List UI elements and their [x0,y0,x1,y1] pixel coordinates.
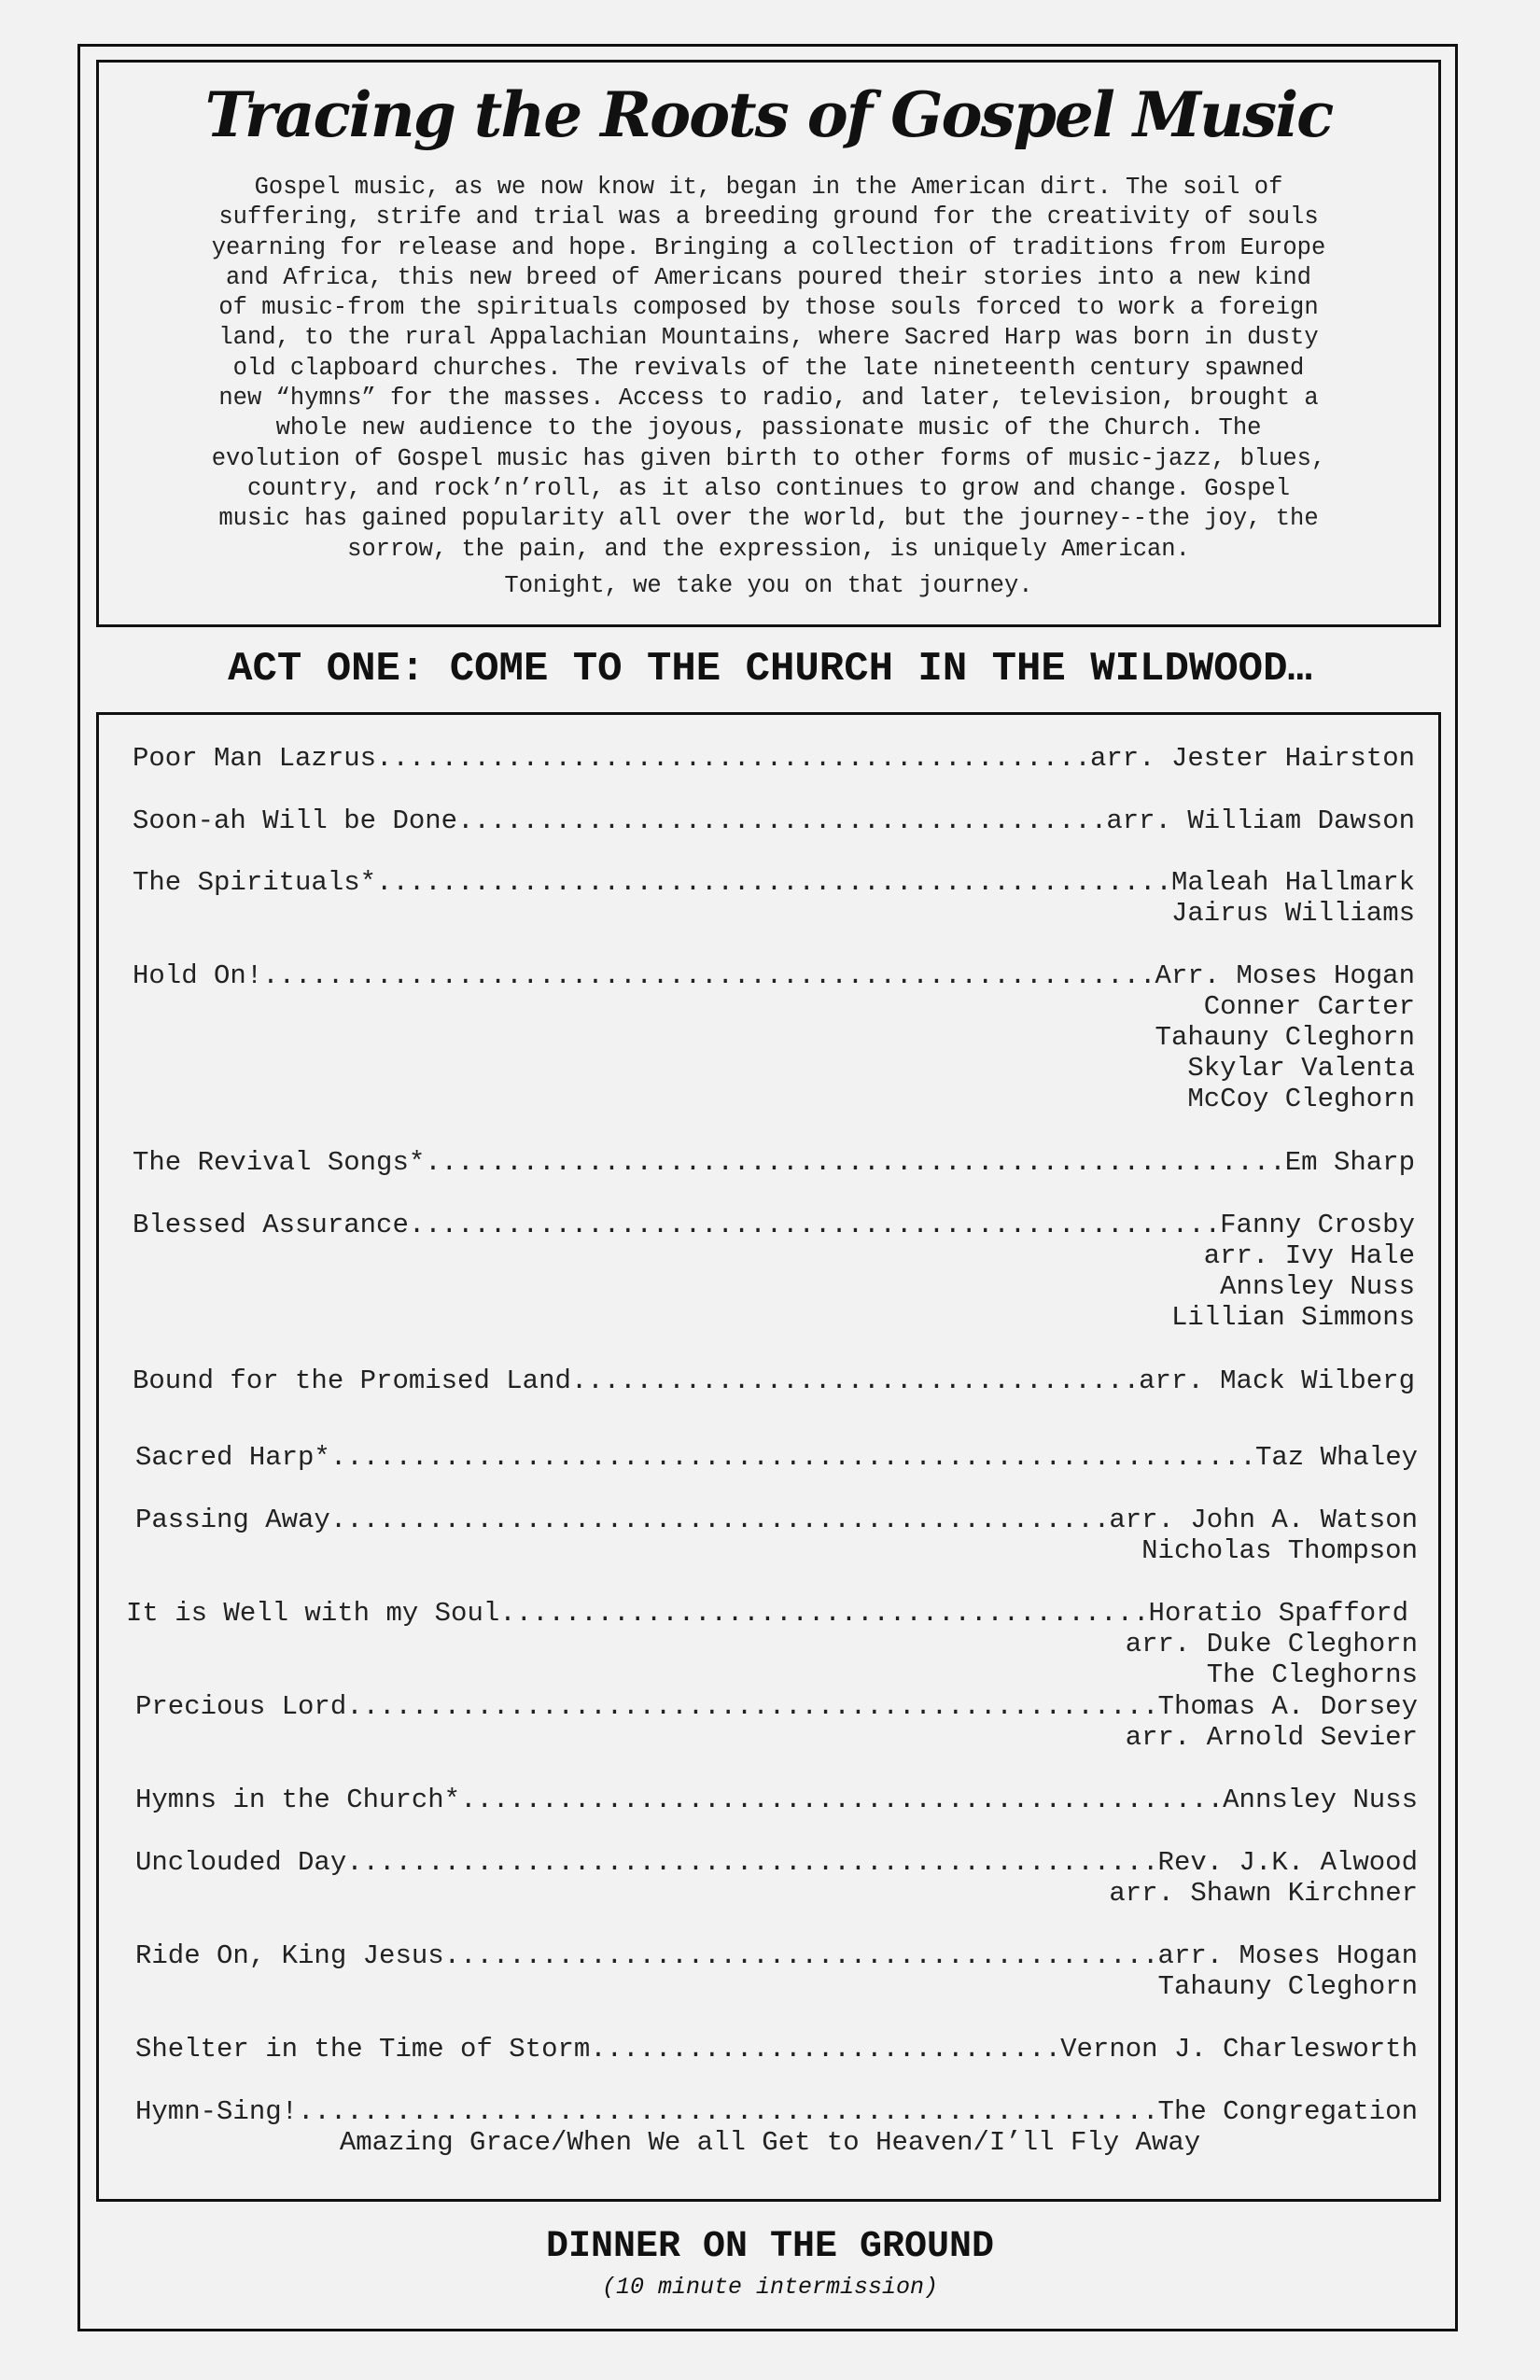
entry-credit: Vernon J. Charlesworth [1060,2034,1418,2065]
entry-title: Shelter in the Time of Storm [135,2034,591,2065]
leader-dots [499,1598,1148,1629]
leader-dots [460,1785,1223,1815]
program-entry [133,867,1415,929]
intro-line: whole new audience to the joyous, passionate music of the Church. The [275,414,1262,442]
entry-credit: arr. Mack Wilberg [1139,1365,1415,1396]
intro-line: country, and rock’n’roll, as it also continues to grow and change. Gospel [246,474,1291,502]
leader-dots [330,1442,1255,1473]
program-entry [126,1598,1418,1690]
entry-performer: Conner Carter [1203,991,1415,1022]
entry-title: Ride On, King Jesus [135,1940,444,1971]
entry-credit: Rev. J.K. Alwood [1157,1847,1418,1878]
leader-dots [330,1505,1110,1535]
entry-title: Precious Lord [135,1691,347,1722]
entry-performer: Jairus Williams [1170,898,1415,929]
program-entry [135,1691,1418,1753]
program-entry [135,2034,1418,2065]
entry-performer: arr. Arnold Sevier [1125,1722,1418,1753]
intro-line: land, to the rural Appalachian Mountains, where Sacred Harp was born in dusty [218,324,1319,352]
entry-credit: Em Sharp [1284,1147,1415,1178]
program-entry [133,805,1415,836]
entry-title: Passing Away [135,1505,330,1535]
program-entry [133,1147,1415,1178]
entry-title: Blessed Assurance [133,1210,409,1240]
entry-credit: The Congregation [1157,2096,1418,2127]
entry-title: Hold On! [133,960,263,991]
intro-line: yearning for release and hope. Bringing a collection of traditions from Europe [211,233,1326,261]
leader-dots [298,2096,1158,2127]
intro-line: of music-from the spirituals composed by those souls forced to work a foreign [218,294,1319,322]
leader-dots [590,2034,1060,2065]
program-entry [133,960,1415,1114]
entry-title: It is Well with my Soul [126,1598,500,1629]
leader-dots [376,743,1090,774]
entry-performer: The Cleghorns [1206,1659,1418,1690]
entry-performer: Tahauny Cleghorn [1155,1022,1415,1053]
program-entry [133,1365,1415,1396]
entry-title: Bound for the Promised Land [133,1365,571,1396]
hymn-medley: Amazing Grace/When We all Get to Heaven/I’ll Fly Away [339,2127,1201,2158]
entry-credit: Arr. Moses Hogan [1155,960,1415,991]
intro-line: Gospel music, as we now know it, began in the American dirt. The soil of [254,174,1283,201]
entry-credit: arr. William Dawson [1106,805,1415,836]
tonight-line: Tonight, we take you on that journey. [504,572,1033,599]
entry-performer: Lillian Simmons [1170,1302,1415,1333]
program-entry [135,1442,1418,1473]
entry-performer: Annsley Nuss [1220,1271,1415,1302]
intro-line: suffering, strife and trial was a breeding ground for the creativity of souls [218,203,1319,231]
leader-dots [409,1210,1220,1240]
dinner-heading: DINNER ON THE GROUND [545,2226,995,2268]
entry-title: The Revival Songs* [133,1147,426,1178]
entry-performer: arr. Shawn Kirchner [1109,1878,1418,1909]
entry-credit: Maleah Hallmark [1170,867,1415,898]
entry-title: Hymn-Sing! [135,2096,299,2127]
entry-credit: Horatio Spafford [1148,1598,1408,1629]
intro-paragraph [125,173,1412,565]
entry-title: Unclouded Day [135,1847,347,1878]
entry-credit: arr. Moses Hogan [1157,1940,1418,1971]
leader-dots [376,867,1171,898]
entry-credit: arr. Jester Hairston [1089,743,1415,774]
intro-line: and Africa, this new breed of Americans poured their stories into a new kind [226,263,1311,291]
intro-box [96,60,1441,627]
intro-line: sorrow, the pain, and the expression, is uniquely American. [347,535,1190,563]
entry-performer: arr. Ivy Hale [1203,1240,1415,1271]
entry-performer: Skylar Valenta [1187,1053,1415,1084]
entry-title: Hymns in the Church* [135,1785,461,1815]
entry-performer: Nicholas Thompson [1141,1535,1418,1566]
entry-credit: Annsley Nuss [1223,1785,1418,1815]
entry-title: The Spirituals* [133,867,377,898]
entry-performer: Tahauny Cleghorn [1157,1971,1418,2002]
leader-dots [571,1365,1139,1396]
act-one-title: ACT ONE: COME TO THE CHURCH IN THE WILDWOOD… [228,646,1312,693]
program-entry [133,1210,1415,1333]
leader-dots [425,1147,1285,1178]
page-title: Tracing the Roots of Gospel Music [204,78,1333,151]
entry-title: Soon-ah Will be Done [133,805,458,836]
entry-credit: Taz Whaley [1254,1442,1418,1473]
entry-title: Sacred Harp* [135,1442,330,1473]
intro-line: new “hymns” for the masses. Access to radio, and later, television, brought a [218,385,1319,413]
intro-line: music has gained popularity all over the world, but the journey--the joy, the [218,505,1319,533]
entry-credit: Fanny Crosby [1220,1210,1415,1240]
program-entry [135,1505,1418,1566]
program-entry [135,1847,1418,1909]
leader-dots [262,960,1155,991]
intro-line: old clapboard churches. The revivals of the late nineteenth century spawned [232,354,1305,382]
leader-dots [346,1847,1157,1878]
leader-dots [346,1691,1157,1722]
intro-line: evolution of Gospel music has given birth to other forms of music-jazz, blues, [211,444,1326,472]
program-entry [133,743,1415,774]
entry-performer: McCoy Cleghorn [1187,1084,1415,1114]
leader-dots [457,805,1106,836]
program-entry [135,2096,1418,2127]
entry-credit: arr. John A. Watson [1109,1505,1418,1535]
intermission-note: (10 minute intermission) [601,2274,939,2301]
entry-performer: arr. Duke Cleghorn [1125,1629,1418,1659]
program-entry [135,1785,1418,1815]
leader-dots [444,1940,1158,1971]
program-entry [135,1940,1418,2002]
entry-title: Poor Man Lazrus [133,743,377,774]
entry-credit: Thomas A. Dorsey [1157,1691,1418,1722]
